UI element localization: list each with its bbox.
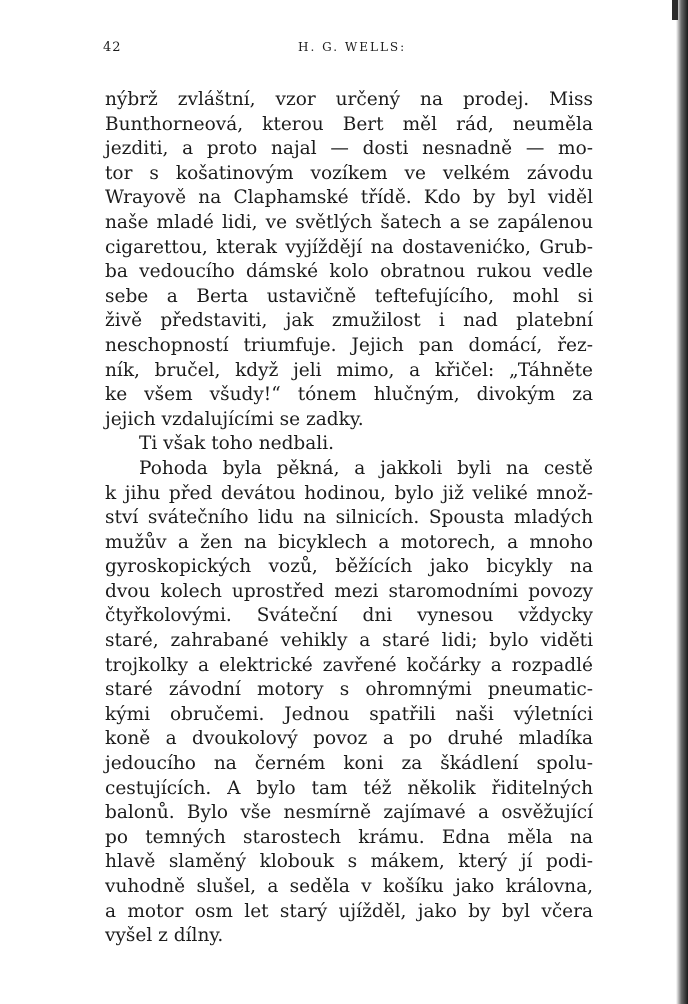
text-line: jedoucího na černém koni za škádlení spolu-	[105, 753, 593, 775]
text-line: balonů. Bylo vše nesmírně zajímavé a osvěžující	[105, 802, 593, 824]
text-line: dvou kolech uprostřed mezi staromodními povozy	[105, 580, 593, 602]
text-line: koně a dvoukolový povoz a po druhé mladíka	[105, 728, 593, 750]
text-line: sebe a Berta ustavičně teftefujícího, mohl si	[105, 285, 593, 307]
paragraph	[105, 457, 593, 949]
text-line: Wrayově na Claphamské třídě. Kdo by byl viděl	[105, 187, 593, 209]
text-line: gyroskopických vozů, běžících jako bicykly na	[105, 556, 593, 578]
text-line: a motor osm let starý ujížděl, jako by byl včera	[105, 900, 593, 922]
scan-edge-shadow	[676, 0, 688, 1004]
text-line: jejich vzdalujícími se zadky.	[105, 408, 364, 430]
text-line: staré, zahrabané vehikly a staré lidi; bylo viděti	[105, 630, 593, 652]
page-header	[103, 40, 591, 60]
text-line: hlavě slaměný klobouk s mákem, který jí podi-	[105, 851, 593, 873]
text-line: Bunthorneová, kterou Bert měl rád, neuměla	[105, 113, 593, 135]
page-number: 42	[103, 40, 122, 55]
body-text	[105, 88, 593, 949]
text-line: cestujících. A bylo tam též několik řiditelných	[105, 777, 593, 799]
paragraph	[105, 88, 593, 432]
text-line: Pohoda byla pěkná, a jakkoli byli na cestě	[139, 457, 593, 479]
paragraph	[105, 432, 593, 457]
text-line: naše mladé lidi, ve světlých šatech a se zapálenou	[105, 211, 593, 233]
text-line: vuhodně slušel, a seděla v košíku jako královna,	[105, 876, 593, 897]
text-line: tor s košatinovým vozíkem ve velkém závodu	[105, 162, 593, 184]
text-line: po temných starostech krámu. Edna měla na	[105, 826, 593, 848]
text-line: trojkolky a elektrické zavřené kočárky a rozpadlé	[105, 654, 593, 676]
text-line: kými obručemi. Jednou spatřili naši výletníci	[105, 703, 593, 725]
text-line: ba vedoucího dámské kolo obratnou rukou vedle	[105, 261, 593, 283]
text-line: jezditi, a proto najal — dosti nesnadně — mo-	[105, 138, 593, 160]
text-line: k jihu před devátou hodinou, bylo již veliké množ-	[105, 482, 593, 504]
text-line: mužův a žen na bicyklech a motorech, a mnoho	[105, 531, 593, 553]
text-line: neschopností triumfuje. Jejich pan domácí, řez-	[105, 334, 593, 356]
text-line: ství svátečního lidu na silnicích. Spousta mladých	[105, 507, 593, 529]
text-line: staré závodní motory s ohromnými pneumatic-	[105, 679, 593, 701]
text-line: nýbrž zvláštní, vzor určený na prodej. Miss	[105, 89, 593, 110]
text-line: čtyřkolovými. Sváteční dni vynesou vždycky	[105, 605, 593, 627]
text-line: ke všem všudy!“ tónem hlučným, divokým za	[105, 384, 593, 406]
running-head: H. G. WELLS:	[298, 40, 407, 54]
text-line: cigarettou, kterak vyjíždějí na dostavenićko, Grub-	[105, 236, 593, 258]
text-line: Ti však toho nedbali.	[139, 433, 334, 455]
scan-edge-mark	[672, 0, 678, 20]
text-line: ník, bručel, když jeli mimo, a křičel: „Táhněte	[105, 359, 593, 381]
text-line: živě představiti, jak zmužilost i nad platební	[105, 310, 593, 332]
text-line: vyšel z dílny.	[105, 925, 224, 947]
